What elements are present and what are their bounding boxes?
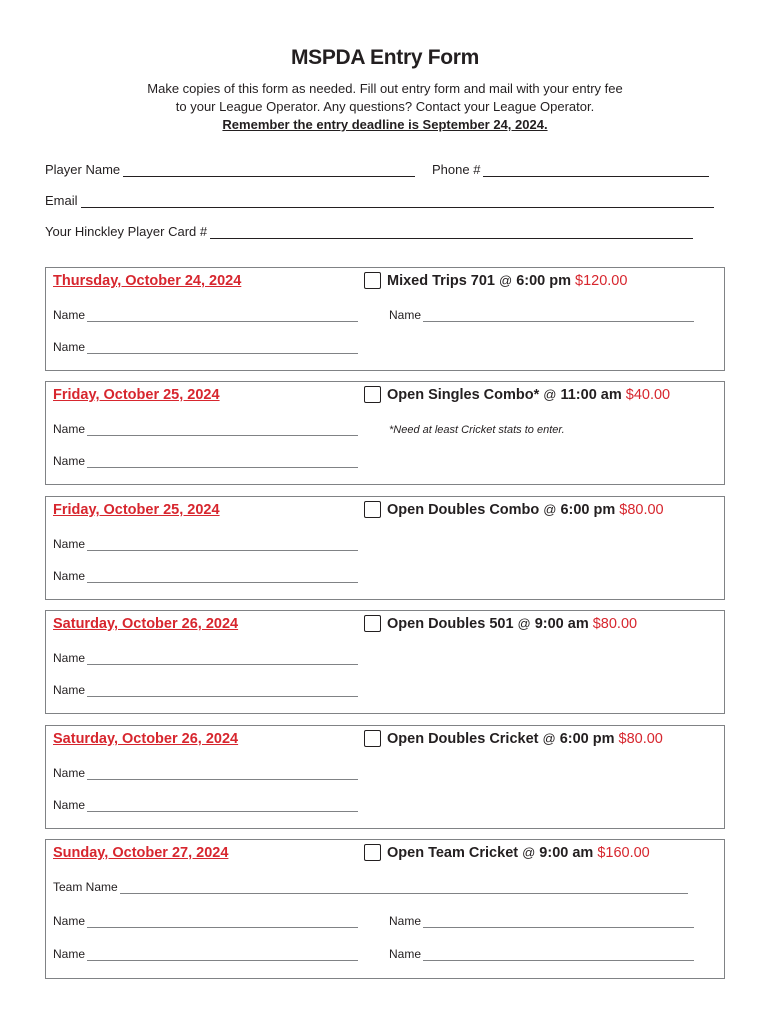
phone-line[interactable] bbox=[483, 165, 709, 177]
event-name: Open Team Cricket bbox=[387, 844, 519, 861]
name-field[interactable] bbox=[53, 454, 358, 468]
name-line[interactable] bbox=[423, 950, 694, 961]
name-field[interactable] bbox=[389, 308, 694, 322]
name-label: Name bbox=[53, 766, 86, 780]
event-fee: $80.00 bbox=[618, 730, 663, 747]
event-at: @ bbox=[543, 502, 557, 517]
event-fee: $160.00 bbox=[597, 844, 650, 861]
event-date: Saturday, October 26, 2024 bbox=[53, 731, 239, 747]
event-at: @ bbox=[543, 387, 557, 402]
name-field[interactable] bbox=[389, 947, 694, 961]
event-option[interactable] bbox=[364, 844, 650, 861]
phone-field[interactable] bbox=[432, 162, 709, 177]
name-field[interactable] bbox=[53, 340, 358, 354]
name-label: Name bbox=[53, 569, 86, 583]
event-at: @ bbox=[499, 273, 513, 288]
event-checkbox[interactable] bbox=[364, 501, 381, 518]
event-date: Thursday, October 24, 2024 bbox=[53, 273, 242, 289]
name-line[interactable] bbox=[87, 425, 358, 436]
event-option[interactable] bbox=[364, 272, 627, 289]
event-fee: $80.00 bbox=[619, 501, 664, 518]
event-fee: $120.00 bbox=[575, 272, 628, 289]
player-card-field[interactable] bbox=[45, 224, 693, 239]
name-label: Name bbox=[53, 651, 86, 665]
name-line[interactable] bbox=[87, 540, 358, 551]
phone-label: Phone # bbox=[432, 162, 481, 177]
event-option[interactable] bbox=[364, 501, 664, 518]
name-line[interactable] bbox=[87, 654, 358, 665]
event-name: Open Doubles Cricket bbox=[387, 730, 539, 747]
name-field[interactable] bbox=[53, 651, 358, 665]
event-date: Friday, October 25, 2024 bbox=[53, 387, 220, 403]
event-time: 9:00 am bbox=[539, 844, 594, 861]
name-field[interactable] bbox=[53, 308, 358, 322]
name-field[interactable] bbox=[53, 569, 358, 583]
event-at: @ bbox=[542, 731, 556, 746]
name-field[interactable] bbox=[53, 798, 358, 812]
name-line[interactable] bbox=[423, 311, 694, 322]
event-option[interactable] bbox=[364, 730, 663, 747]
deadline-notice: Remember the entry deadline is September 24, 2024. bbox=[222, 117, 548, 132]
name-label: Name bbox=[53, 537, 86, 551]
event-name: Open Doubles 501 bbox=[387, 615, 514, 632]
team-name-label: Team Name bbox=[53, 880, 118, 894]
name-field[interactable] bbox=[53, 947, 358, 961]
team-name-field[interactable] bbox=[53, 880, 688, 894]
name-line[interactable] bbox=[87, 686, 358, 697]
name-field[interactable] bbox=[53, 766, 358, 780]
event-date: Saturday, October 26, 2024 bbox=[53, 616, 239, 632]
intro-text bbox=[0, 80, 770, 134]
name-line[interactable] bbox=[423, 917, 694, 928]
intro-line-1: Make copies of this form as needed. Fill out entry form and mail with your entry fee bbox=[147, 81, 623, 96]
name-field[interactable] bbox=[53, 537, 358, 551]
event-date: Sunday, October 27, 2024 bbox=[53, 845, 229, 861]
event-time: 6:00 pm bbox=[560, 501, 616, 518]
email-line[interactable] bbox=[81, 196, 714, 208]
event-time: 11:00 am bbox=[560, 386, 622, 403]
event-box-open-doubles-501 bbox=[45, 610, 725, 714]
event-time: 9:00 am bbox=[534, 615, 589, 632]
event-name: Open Doubles Combo bbox=[387, 501, 540, 518]
name-line[interactable] bbox=[87, 917, 358, 928]
event-at: @ bbox=[517, 616, 531, 631]
player-name-label: Player Name bbox=[45, 162, 121, 177]
event-checkbox[interactable] bbox=[364, 272, 381, 289]
name-line[interactable] bbox=[87, 769, 358, 780]
name-label: Name bbox=[53, 947, 86, 961]
name-field[interactable] bbox=[53, 422, 358, 436]
name-line[interactable] bbox=[87, 950, 358, 961]
event-at: @ bbox=[522, 845, 536, 860]
name-line[interactable] bbox=[87, 311, 358, 322]
event-fee: $40.00 bbox=[625, 386, 671, 403]
event-date: Friday, October 25, 2024 bbox=[53, 502, 220, 518]
event-fee: $80.00 bbox=[592, 615, 638, 632]
name-label: Name bbox=[53, 914, 86, 928]
name-label: Name bbox=[53, 454, 86, 468]
event-box-open-singles-combo bbox=[45, 381, 725, 485]
event-name: Open Singles Combo* bbox=[387, 386, 540, 403]
player-card-line[interactable] bbox=[210, 227, 693, 239]
name-field[interactable] bbox=[53, 914, 358, 928]
name-label: Name bbox=[53, 340, 86, 354]
name-line[interactable] bbox=[87, 457, 358, 468]
player-card-label: Your Hinckley Player Card # bbox=[45, 224, 208, 239]
event-box-open-team-cricket bbox=[45, 839, 725, 979]
name-label: Name bbox=[53, 683, 86, 697]
page-title: MSPDA Entry Form bbox=[290, 46, 480, 69]
name-line[interactable] bbox=[87, 801, 358, 812]
event-time: 6:00 pm bbox=[559, 730, 615, 747]
event-option[interactable] bbox=[364, 386, 670, 403]
event-note: *Need at least Cricket stats to enter. bbox=[389, 424, 565, 436]
player-name-line[interactable] bbox=[123, 165, 415, 177]
event-box-open-doubles-combo bbox=[45, 496, 725, 600]
event-time: 6:00 pm bbox=[516, 272, 572, 289]
email-field[interactable] bbox=[45, 193, 714, 208]
name-field[interactable] bbox=[389, 914, 694, 928]
name-label: Name bbox=[389, 308, 422, 322]
intro-line-2: to your League Operator. Any questions? Contact your League Operator. bbox=[175, 99, 595, 114]
player-name-field[interactable] bbox=[45, 162, 415, 177]
email-label: Email bbox=[45, 193, 78, 208]
event-checkbox[interactable] bbox=[364, 615, 381, 632]
event-checkbox[interactable] bbox=[364, 844, 381, 861]
name-label: Name bbox=[389, 914, 422, 928]
name-label: Name bbox=[389, 947, 422, 961]
name-label: Name bbox=[53, 422, 86, 436]
name-label: Name bbox=[53, 798, 86, 812]
event-checkbox[interactable] bbox=[364, 730, 381, 747]
name-line[interactable] bbox=[87, 343, 358, 354]
event-box-mixed-trips bbox=[45, 267, 725, 371]
name-field[interactable] bbox=[53, 683, 358, 697]
team-name-line[interactable] bbox=[120, 883, 688, 894]
name-line[interactable] bbox=[87, 572, 358, 583]
event-option[interactable] bbox=[364, 615, 637, 632]
event-box-open-doubles-cricket bbox=[45, 725, 725, 829]
event-checkbox[interactable] bbox=[364, 386, 381, 403]
event-name: Mixed Trips 701 bbox=[387, 272, 495, 289]
name-label: Name bbox=[53, 308, 86, 322]
